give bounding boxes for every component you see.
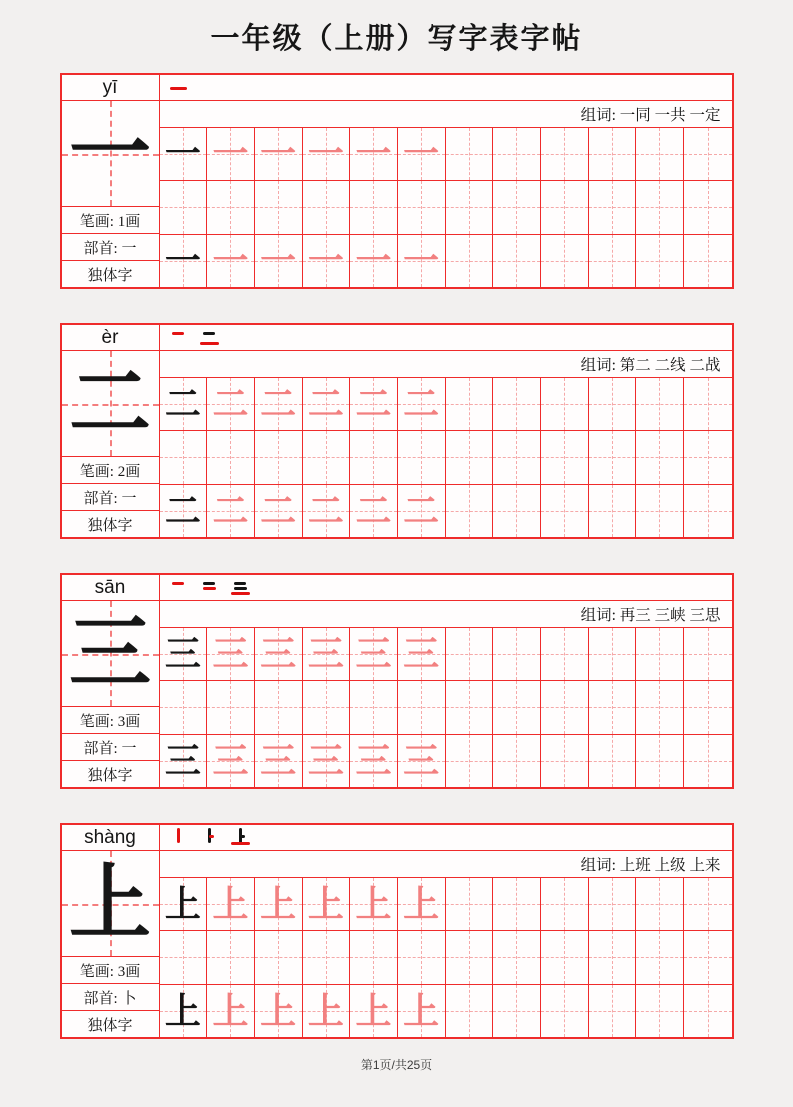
trace-character: 二 bbox=[355, 490, 392, 531]
practice-cell bbox=[636, 378, 684, 430]
practice-cell bbox=[350, 235, 398, 287]
practice-cell bbox=[493, 628, 541, 680]
practice-cell bbox=[207, 431, 255, 483]
stroke-count-label: 笔画: 2画 bbox=[62, 457, 159, 484]
practice-cell bbox=[398, 735, 446, 787]
practice-cell bbox=[207, 128, 255, 180]
character-block bbox=[60, 823, 734, 1039]
practice-cell bbox=[207, 878, 255, 930]
trace-character: 一 bbox=[355, 240, 392, 281]
practice-cell bbox=[684, 735, 732, 787]
practice-cell bbox=[684, 628, 732, 680]
practice-cell bbox=[255, 378, 303, 430]
practice-cell bbox=[350, 628, 398, 680]
practice-cell bbox=[589, 378, 637, 430]
char-type-label: 独体字 bbox=[87, 517, 133, 534]
practice-cell bbox=[446, 628, 494, 680]
radical-label: 部首: 一 bbox=[62, 234, 159, 261]
practice-cell bbox=[160, 878, 208, 930]
char-type-label: 独体字 bbox=[87, 1017, 133, 1034]
character-info-column bbox=[62, 575, 160, 787]
words-row bbox=[160, 601, 732, 628]
practice-cell bbox=[493, 681, 541, 733]
stroke-count-label: 笔画: 1画 bbox=[62, 207, 159, 234]
trace-character: 一 bbox=[260, 134, 297, 175]
stroke-order-row bbox=[160, 325, 732, 351]
practice-cell bbox=[541, 931, 589, 983]
character-info-column bbox=[62, 75, 160, 287]
character-block bbox=[60, 323, 734, 539]
stroke-v-center bbox=[177, 828, 180, 843]
practice-cell bbox=[493, 931, 541, 983]
practice-cell bbox=[350, 485, 398, 537]
practice-cell bbox=[303, 931, 351, 983]
practice-cell bbox=[398, 235, 446, 287]
stroke-h-short-top bbox=[234, 582, 246, 585]
main-character-box bbox=[62, 101, 159, 207]
stroke-order-row bbox=[160, 75, 732, 101]
practice-cell bbox=[493, 485, 541, 537]
practice-cell bbox=[446, 181, 494, 233]
practice-cell bbox=[493, 735, 541, 787]
main-character: 三 bbox=[68, 607, 151, 699]
words-row bbox=[160, 101, 732, 128]
words-text: 组词: 第二 二线 二战 bbox=[580, 357, 721, 374]
words-row bbox=[160, 851, 732, 878]
practice-cell bbox=[255, 735, 303, 787]
stroke-h-short-top bbox=[203, 582, 215, 585]
practice-cell bbox=[160, 235, 208, 287]
practice-cell bbox=[350, 431, 398, 483]
practice-row bbox=[160, 128, 732, 181]
practice-cell bbox=[446, 985, 494, 1037]
trace-character: 上 bbox=[307, 990, 344, 1031]
stroke-h-long-bottom bbox=[231, 592, 249, 595]
practice-cell bbox=[446, 931, 494, 983]
practice-cell bbox=[207, 931, 255, 983]
practice-cell bbox=[684, 878, 732, 930]
stroke-order-step bbox=[169, 578, 189, 598]
trace-character: 上 bbox=[260, 884, 297, 925]
practice-cell bbox=[160, 128, 208, 180]
practice-cell bbox=[636, 628, 684, 680]
trace-character: 一 bbox=[403, 240, 440, 281]
practice-cell bbox=[636, 878, 684, 930]
practice-cell bbox=[350, 681, 398, 733]
practice-cell bbox=[684, 681, 732, 733]
practice-cell bbox=[207, 681, 255, 733]
trace-character: 三 bbox=[260, 740, 297, 781]
words-text: 组词: 一同 一共 一定 bbox=[580, 107, 721, 124]
practice-cell bbox=[255, 181, 303, 233]
stroke-h-short-mid bbox=[203, 587, 216, 590]
words-row bbox=[160, 351, 732, 378]
trace-character: 三 bbox=[260, 634, 297, 675]
practice-cell bbox=[255, 985, 303, 1037]
practice-cell bbox=[636, 128, 684, 180]
stroke-h-short-top bbox=[172, 582, 184, 585]
stroke-h-long-bottom bbox=[231, 842, 249, 845]
practice-cell bbox=[541, 985, 589, 1037]
practice-cell bbox=[446, 735, 494, 787]
trace-character: 二 bbox=[212, 490, 249, 531]
worksheet bbox=[60, 73, 734, 1039]
trace-character: 三 bbox=[212, 634, 249, 675]
practice-cell bbox=[684, 931, 732, 983]
practice-column bbox=[160, 325, 732, 537]
practice-cell bbox=[303, 235, 351, 287]
practice-cell bbox=[398, 681, 446, 733]
practice-cell bbox=[541, 181, 589, 233]
character-block bbox=[60, 73, 734, 289]
stroke-tick-right bbox=[209, 835, 214, 838]
practice-cell bbox=[541, 235, 589, 287]
practice-cell bbox=[684, 181, 732, 233]
practice-cell bbox=[684, 378, 732, 430]
stroke-count-label: 笔画: 3画 bbox=[62, 957, 159, 984]
trace-character: 三 bbox=[212, 740, 249, 781]
practice-cell bbox=[446, 128, 494, 180]
practice-cell bbox=[350, 128, 398, 180]
practice-cell bbox=[350, 378, 398, 430]
practice-cell bbox=[350, 931, 398, 983]
practice-cell bbox=[446, 235, 494, 287]
practice-cell bbox=[541, 485, 589, 537]
stroke-order-step bbox=[169, 328, 189, 348]
practice-cell bbox=[446, 378, 494, 430]
practice-cell bbox=[541, 378, 589, 430]
pinyin-label: yī bbox=[62, 75, 159, 101]
practice-cell bbox=[207, 181, 255, 233]
practice-cell bbox=[303, 735, 351, 787]
words-text: 组词: 上班 上级 上来 bbox=[580, 857, 721, 874]
practice-cell bbox=[589, 735, 637, 787]
practice-cell bbox=[541, 681, 589, 733]
stroke-h-short-top bbox=[172, 332, 184, 335]
radical-label: 部首: 一 bbox=[62, 484, 159, 511]
practice-cell bbox=[493, 128, 541, 180]
model-character: 上 bbox=[164, 990, 201, 1031]
practice-cell bbox=[303, 128, 351, 180]
stroke-count-label: 笔画: 3画 bbox=[62, 707, 159, 734]
practice-cell bbox=[255, 628, 303, 680]
practice-cell bbox=[493, 378, 541, 430]
practice-row bbox=[160, 235, 732, 287]
practice-grid bbox=[160, 878, 732, 1037]
trace-character: 二 bbox=[212, 384, 249, 425]
pinyin-label: shàng bbox=[62, 825, 159, 851]
practice-cell bbox=[207, 378, 255, 430]
practice-cell bbox=[446, 878, 494, 930]
main-character-box bbox=[62, 601, 159, 707]
practice-row bbox=[160, 931, 732, 984]
practice-cell bbox=[589, 931, 637, 983]
main-character-box bbox=[62, 351, 159, 457]
trace-character: 上 bbox=[212, 990, 249, 1031]
practice-grid bbox=[160, 128, 732, 287]
practice-cell bbox=[589, 431, 637, 483]
practice-cell bbox=[446, 681, 494, 733]
char-type-label: 独体字 bbox=[87, 767, 133, 784]
trace-character: 一 bbox=[212, 240, 249, 281]
practice-cell bbox=[303, 985, 351, 1037]
words-text: 组词: 再三 三峡 三思 bbox=[580, 607, 721, 624]
character-info-column bbox=[62, 825, 160, 1037]
trace-character: 三 bbox=[355, 740, 392, 781]
practice-cell bbox=[636, 235, 684, 287]
character-block bbox=[60, 573, 734, 789]
page-title: 一年级（上册）写字表字帖 bbox=[210, 23, 583, 55]
practice-cell bbox=[636, 681, 684, 733]
practice-row bbox=[160, 485, 732, 537]
trace-character: 二 bbox=[260, 384, 297, 425]
stroke-tick-right bbox=[240, 835, 245, 838]
trace-character: 上 bbox=[403, 884, 440, 925]
trace-character: 二 bbox=[355, 384, 392, 425]
trace-character: 上 bbox=[355, 990, 392, 1031]
pinyin-label: sān bbox=[62, 575, 159, 601]
practice-cell bbox=[446, 485, 494, 537]
model-character: 一 bbox=[164, 240, 201, 281]
practice-cell bbox=[160, 181, 208, 233]
practice-cell bbox=[303, 431, 351, 483]
practice-cell bbox=[684, 431, 732, 483]
trace-character: 三 bbox=[307, 740, 344, 781]
main-character-box bbox=[62, 851, 159, 957]
stroke-order-step bbox=[231, 578, 251, 598]
practice-column bbox=[160, 825, 732, 1037]
stroke-h-short-top bbox=[203, 332, 215, 335]
practice-row bbox=[160, 681, 732, 734]
practice-row bbox=[160, 181, 732, 234]
trace-character: 二 bbox=[307, 384, 344, 425]
practice-row bbox=[160, 735, 732, 787]
practice-cell bbox=[160, 378, 208, 430]
practice-cell bbox=[589, 985, 637, 1037]
practice-cell bbox=[636, 735, 684, 787]
model-character: 三 bbox=[164, 634, 201, 675]
practice-cell bbox=[636, 985, 684, 1037]
practice-cell bbox=[398, 431, 446, 483]
practice-cell bbox=[541, 735, 589, 787]
practice-cell bbox=[589, 181, 637, 233]
stroke-order-step bbox=[200, 578, 220, 598]
practice-row bbox=[160, 431, 732, 484]
stroke-h-long-bottom bbox=[200, 342, 218, 345]
practice-cell bbox=[636, 485, 684, 537]
stroke-order-step bbox=[169, 828, 189, 848]
practice-cell bbox=[303, 681, 351, 733]
practice-cell bbox=[398, 378, 446, 430]
practice-cell bbox=[493, 181, 541, 233]
practice-cell bbox=[207, 628, 255, 680]
trace-character: 二 bbox=[403, 384, 440, 425]
practice-cell bbox=[589, 485, 637, 537]
stroke-order-row bbox=[160, 575, 732, 601]
practice-cell bbox=[303, 378, 351, 430]
trace-character: 一 bbox=[403, 134, 440, 175]
practice-cell bbox=[207, 985, 255, 1037]
practice-cell bbox=[636, 431, 684, 483]
practice-row bbox=[160, 628, 732, 681]
practice-row bbox=[160, 878, 732, 931]
practice-cell bbox=[541, 628, 589, 680]
stroke-order-row bbox=[160, 825, 732, 851]
practice-cell bbox=[255, 931, 303, 983]
practice-cell bbox=[446, 431, 494, 483]
stroke-order-step bbox=[200, 328, 220, 348]
practice-cell bbox=[207, 735, 255, 787]
practice-cell bbox=[207, 235, 255, 287]
practice-cell bbox=[684, 485, 732, 537]
practice-cell bbox=[160, 681, 208, 733]
main-character: 上 bbox=[68, 857, 151, 949]
stroke-h-long-mid bbox=[170, 87, 188, 90]
model-character: 三 bbox=[164, 740, 201, 781]
trace-character: 上 bbox=[260, 990, 297, 1031]
trace-character: 一 bbox=[307, 240, 344, 281]
trace-character: 上 bbox=[403, 990, 440, 1031]
trace-character: 一 bbox=[212, 134, 249, 175]
practice-cell bbox=[255, 878, 303, 930]
practice-cell bbox=[350, 181, 398, 233]
practice-column bbox=[160, 75, 732, 287]
practice-cell bbox=[589, 681, 637, 733]
practice-column bbox=[160, 575, 732, 787]
model-character: 一 bbox=[164, 134, 201, 175]
practice-cell bbox=[160, 931, 208, 983]
practice-cell bbox=[589, 878, 637, 930]
practice-cell bbox=[684, 985, 732, 1037]
practice-cell bbox=[398, 485, 446, 537]
practice-cell bbox=[493, 985, 541, 1037]
trace-character: 二 bbox=[260, 490, 297, 531]
trace-character: 三 bbox=[307, 634, 344, 675]
practice-cell bbox=[398, 931, 446, 983]
trace-character: 一 bbox=[260, 240, 297, 281]
practice-grid bbox=[160, 378, 732, 537]
practice-cell bbox=[160, 985, 208, 1037]
practice-cell bbox=[303, 181, 351, 233]
stroke-h-short-mid bbox=[234, 587, 247, 590]
practice-cell bbox=[160, 628, 208, 680]
model-character: 二 bbox=[164, 490, 201, 531]
practice-cell bbox=[303, 485, 351, 537]
practice-cell bbox=[589, 128, 637, 180]
trace-character: 二 bbox=[307, 490, 344, 531]
practice-cell bbox=[398, 628, 446, 680]
trace-character: 三 bbox=[403, 740, 440, 781]
practice-cell bbox=[398, 181, 446, 233]
char-type-label: 独体字 bbox=[87, 267, 133, 284]
practice-cell bbox=[160, 485, 208, 537]
practice-cell bbox=[303, 878, 351, 930]
practice-cell bbox=[493, 878, 541, 930]
radical-label: 部首: 一 bbox=[62, 734, 159, 761]
practice-cell bbox=[207, 485, 255, 537]
model-character: 二 bbox=[164, 384, 201, 425]
stroke-order-step bbox=[231, 828, 251, 848]
practice-cell bbox=[255, 128, 303, 180]
practice-grid bbox=[160, 628, 732, 787]
radical-label: 部首: 卜 bbox=[62, 984, 159, 1011]
main-character: 一 bbox=[68, 107, 151, 199]
practice-cell bbox=[636, 931, 684, 983]
practice-cell bbox=[350, 735, 398, 787]
character-info-column bbox=[62, 325, 160, 537]
practice-cell bbox=[541, 431, 589, 483]
practice-row bbox=[160, 985, 732, 1037]
stroke-order-step bbox=[169, 78, 189, 98]
practice-cell bbox=[255, 431, 303, 483]
trace-character: 二 bbox=[403, 490, 440, 531]
practice-cell bbox=[684, 128, 732, 180]
trace-character: 上 bbox=[212, 884, 249, 925]
practice-cell bbox=[636, 181, 684, 233]
practice-row bbox=[160, 378, 732, 431]
page-number: 第1页/共25页 bbox=[360, 1058, 433, 1072]
practice-cell bbox=[589, 628, 637, 680]
practice-cell bbox=[255, 235, 303, 287]
trace-character: 上 bbox=[307, 884, 344, 925]
stroke-order-step bbox=[200, 828, 220, 848]
practice-cell bbox=[350, 878, 398, 930]
practice-cell bbox=[589, 235, 637, 287]
practice-cell bbox=[160, 431, 208, 483]
trace-character: 三 bbox=[403, 634, 440, 675]
practice-cell bbox=[398, 985, 446, 1037]
practice-cell bbox=[541, 878, 589, 930]
practice-cell bbox=[493, 431, 541, 483]
trace-character: 三 bbox=[355, 634, 392, 675]
main-character: 二 bbox=[68, 357, 151, 449]
pinyin-label: èr bbox=[62, 325, 159, 351]
practice-cell bbox=[255, 681, 303, 733]
trace-character: 上 bbox=[355, 884, 392, 925]
practice-cell bbox=[684, 235, 732, 287]
practice-cell bbox=[303, 628, 351, 680]
practice-cell bbox=[255, 485, 303, 537]
practice-cell bbox=[398, 128, 446, 180]
practice-cell bbox=[160, 735, 208, 787]
model-character: 上 bbox=[164, 884, 201, 925]
trace-character: 一 bbox=[355, 134, 392, 175]
practice-cell bbox=[350, 985, 398, 1037]
trace-character: 一 bbox=[307, 134, 344, 175]
practice-cell bbox=[398, 878, 446, 930]
practice-cell bbox=[541, 128, 589, 180]
practice-cell bbox=[493, 235, 541, 287]
